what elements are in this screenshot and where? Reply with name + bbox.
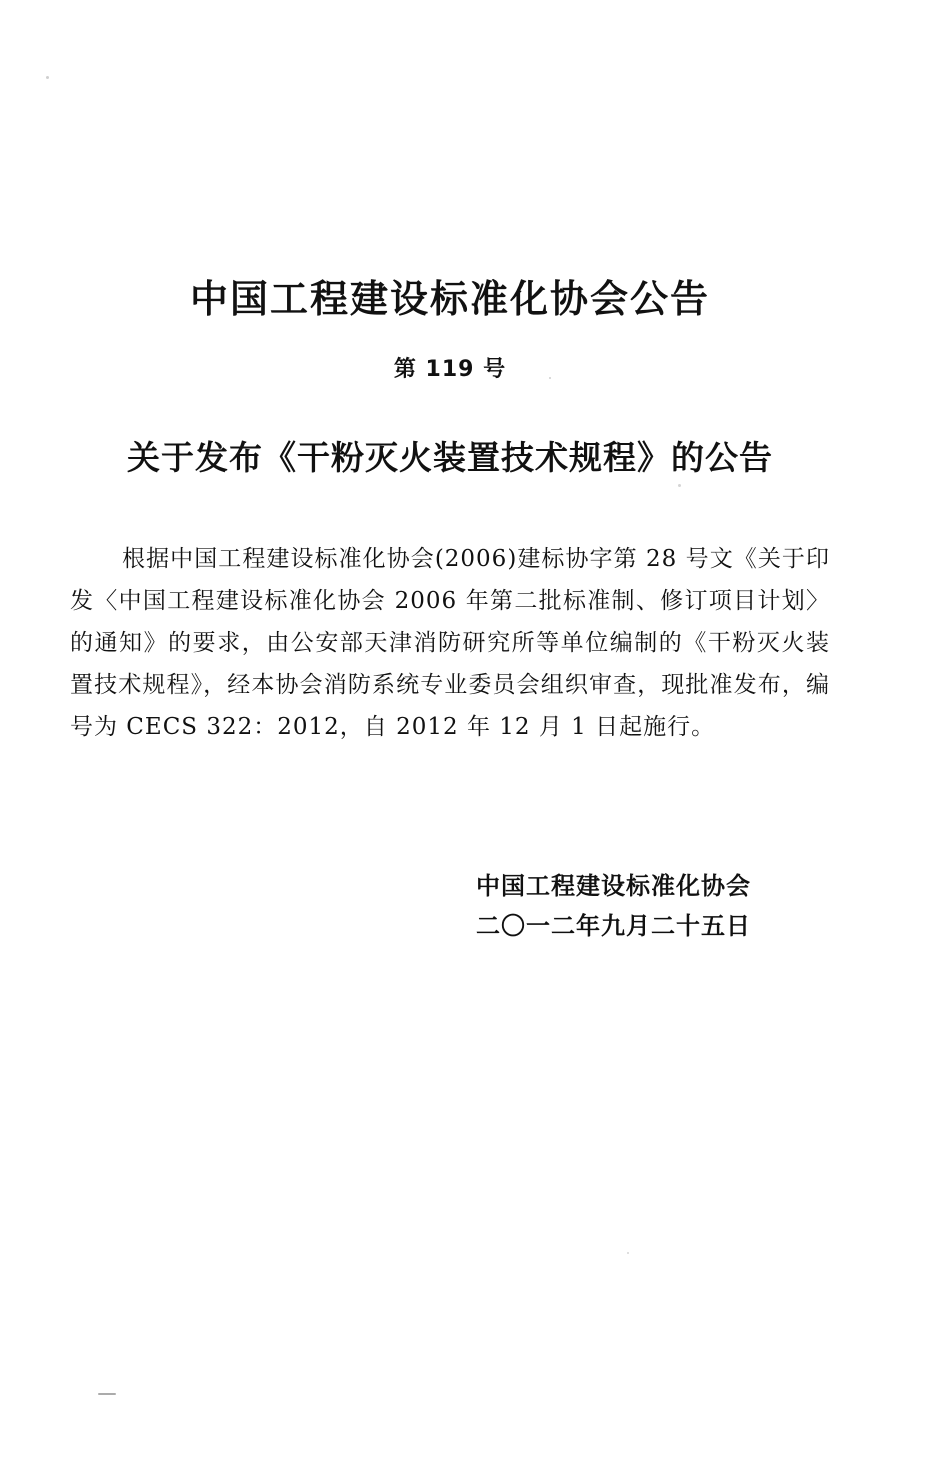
signature-date: 二〇一二年九月二十五日 <box>476 912 751 940</box>
signature-organization: 中国工程建设标准化协会 <box>476 872 751 900</box>
announcement-number: 第 119 号 <box>393 357 507 382</box>
signature-block <box>476 866 751 946</box>
scan-speck <box>627 1252 629 1254</box>
scan-speck <box>46 76 49 79</box>
announcement-subtitle: 关于发布《干粉灭火装置技术规程》的公告 <box>127 438 773 477</box>
announcement-title: 中国工程建设标准化协会公告 <box>189 277 710 321</box>
announcement-body: 根据中国工程建设标准化协会(2006)建标协字第 28 号文《关于印发〈中国工程建设标准化协会 2006 年第二批标准制、修订项目计划〉的通知》的要求，由公安部天津消防研究所等单位编制的《干粉灭火装置技术规程》，经本协会消防系统专业委员会组织审查，现批准发布，编号为 CECS 322：2012，自 2012 年 12 月 1 日起施行。 <box>70 546 830 740</box>
scan-mark <box>98 1393 116 1395</box>
scan-speck <box>549 377 551 379</box>
scan-speck <box>678 484 681 487</box>
